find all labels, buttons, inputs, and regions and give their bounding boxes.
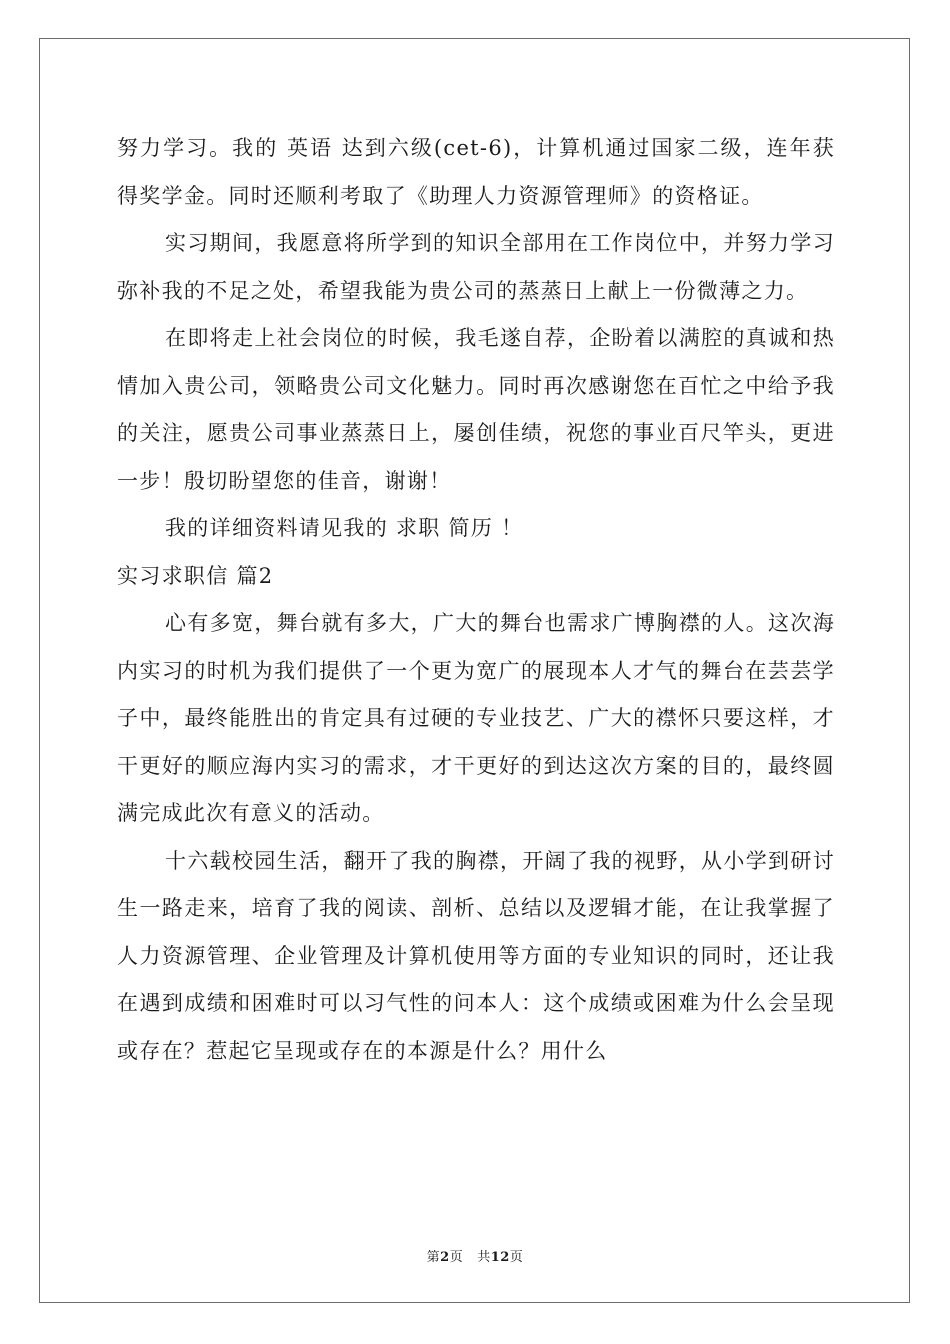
section-heading: 实习求职信 篇2 [117, 563, 274, 588]
paragraph-1: 努力学习。我的 英语 达到六级(cet-6)，计算机通过国家二级，连年获得奖学金。同时还顺利考取了《助理人力资源管理师》的资格证。 [117, 136, 835, 208]
paragraph-4: 我的详细资料请见我的 求职 简历 ！ [165, 516, 524, 540]
total-suffix: 页 [509, 1250, 524, 1265]
page-suffix: 页 [449, 1250, 464, 1265]
total-page-number: 12 [490, 1250, 510, 1265]
paragraph-5: 心有多宽，舞台就有多大，广大的舞台也需求广博胸襟的人。这次海内实习的时机为我们提供了一个更为宽广的展现本人才气的舞台在芸芸学子中，最终能胜出的肯定具有过硬的专业技艺、广大的襟怀只要这样，才干更好的顺应海内实习的需求，才干更好的到达这次方案的目的，最终圆满完成此次有意义的活动。 [117, 611, 835, 825]
total-prefix: 共 [477, 1250, 491, 1265]
page-prefix: 第 [426, 1250, 441, 1265]
current-page-number: 2 [440, 1250, 450, 1265]
paragraph-2: 实习期间，我愿意将所学到的知识全部用在工作岗位中，并努力学习弥补我的不足之处，希望我能为贵公司的蒸蒸日上献上一份微薄之力。 [117, 231, 835, 303]
paragraph-3: 在即将走上社会岗位的时候，我毛遂自荐，企盼着以满腔的真诚和热情加入贵公司，领略贵公司文化魅力。同时再次感谢您在百忙之中给予我的关注，愿贵公司事业蒸蒸日上，屡创佳绩，祝您的事业百尺竿头，更进一步！殷切盼望您的佳音，谢谢！ [117, 326, 835, 493]
document-body [117, 125, 835, 1075]
page-footer [0, 1246, 950, 1265]
paragraph-6: 十六载校园生活，翻开了我的胸襟，开阔了我的视野，从小学到研讨生一路走来，培育了我的阅读、剖析、总结以及逻辑才能，在让我掌握了人力资源管理、企业管理及计算机使用等方面的专业知识的同时，还让我在遇到成绩和困难时可以习气性的问本人：这个成绩或困难为什么会呈现或存在？惹起它呈现或存在的本源是什么？用什么 [117, 848, 835, 1063]
